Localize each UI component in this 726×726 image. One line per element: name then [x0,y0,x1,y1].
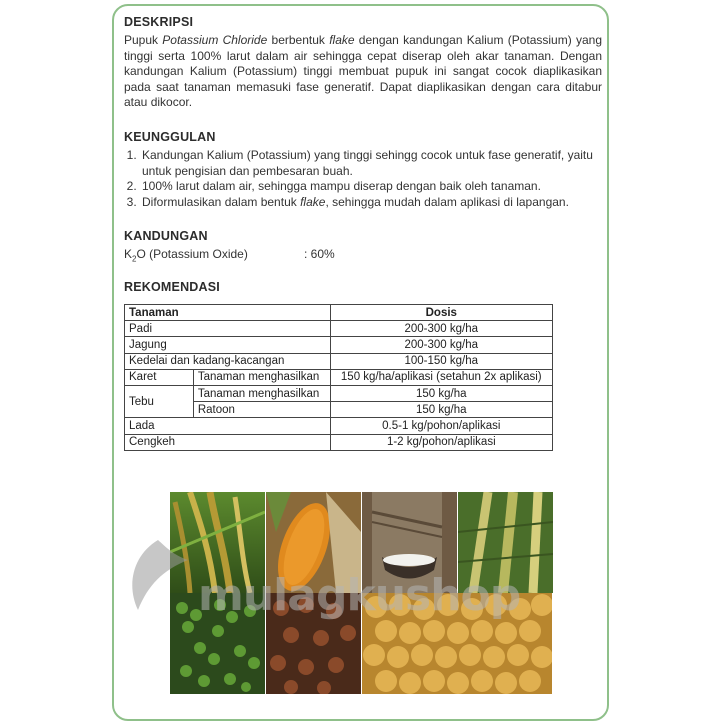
col-tanaman-header: Tanaman [125,305,331,321]
crop-cell: Kedelai dan kadang-kacangan [125,353,331,369]
dose-cell: 1-2 kg/pohon/aplikasi [330,434,552,450]
dose-cell: 150 kg/ha [330,385,552,401]
keunggulan-item-1: 1. Kandungan Kalium (Potassium) yang tinggi sehingg cocok untuk fase generatif, yaitu untuk pengisian dan pembesaran buah. [140,148,602,179]
crop-cell: Lada [125,418,331,434]
table-row [125,418,553,434]
sub-crop-cell: Tanaman menghasilkan [193,369,330,385]
kandungan-section [124,229,602,263]
table-row [125,385,553,401]
crop-cell: Karet [125,369,194,385]
rekomendasi-heading: REKOMENDASI [124,280,220,294]
kandungan-row [124,247,602,263]
keunggulan-item-3: 3. Diformulasikan dalam bentuk flake, sehingga mudah dalam aplikasi di lapangan. [140,195,602,211]
keunggulan-item-2: 2. 100% larut dalam air, sehingga mampu diserap dengan baik oleh tanaman. [140,179,602,195]
keunggulan-heading: KEUNGGULAN [124,130,216,144]
crop-cell: Padi [125,321,331,337]
kandungan-value: : 60% [304,247,335,261]
watermark-text: mulagkushop [198,570,521,621]
sub-crop-cell: Tanaman menghasilkan [193,385,330,401]
table-row [125,369,553,385]
kandungan-name: $K_2O$ (Potassium Oxide) [124,247,248,264]
dose-cell: 200-300 kg/ha [330,321,552,337]
col-dosis-header: Dosis [330,305,552,321]
crop-cell: Jagung [125,337,331,353]
keunggulan-list [124,148,602,210]
table-row [125,434,553,450]
watermark-logo-icon [118,535,198,615]
dose-cell: 100-150 kg/ha [330,353,552,369]
dose-cell: 200-300 kg/ha [330,337,552,353]
kandungan-heading: KANDUNGAN [124,229,208,243]
dose-cell: 150 kg/ha/aplikasi (setahun 2x aplikasi) [330,369,552,385]
rekomendasi-table [124,304,553,451]
dose-cell: 0.5-1 kg/pohon/aplikasi [330,418,552,434]
crop-cell: Cengkeh [125,434,331,450]
deskripsi-text: Pupuk Potassium Chloride berbentuk flake dengan kandungan Kalium (Potassium) yang tinggi serta 100% larut dalam air sehingga cepat diserap oleh akar tanaman. Dengan kandungan Kalium (Potassium) tinggi membuat pupuk ini sangat cocok diaplikasikan pada saat tanaman memasuki fase generatif. Dapat diaplikasikan dengan cara ditabur atau dikocor. [124,33,603,110]
table-row [125,353,553,369]
table-row [125,321,553,337]
deskripsi-heading: DESKRIPSI [124,15,194,29]
crop-cell: Tebu [125,385,194,417]
keunggulan-section [124,130,602,210]
table-row [125,337,553,353]
rekomendasi-section [124,280,602,294]
deskripsi-section [124,15,602,111]
sub-crop-cell: Ratoon [193,402,330,418]
table-header-row [125,305,553,321]
dose-cell: 150 kg/ha [330,402,552,418]
